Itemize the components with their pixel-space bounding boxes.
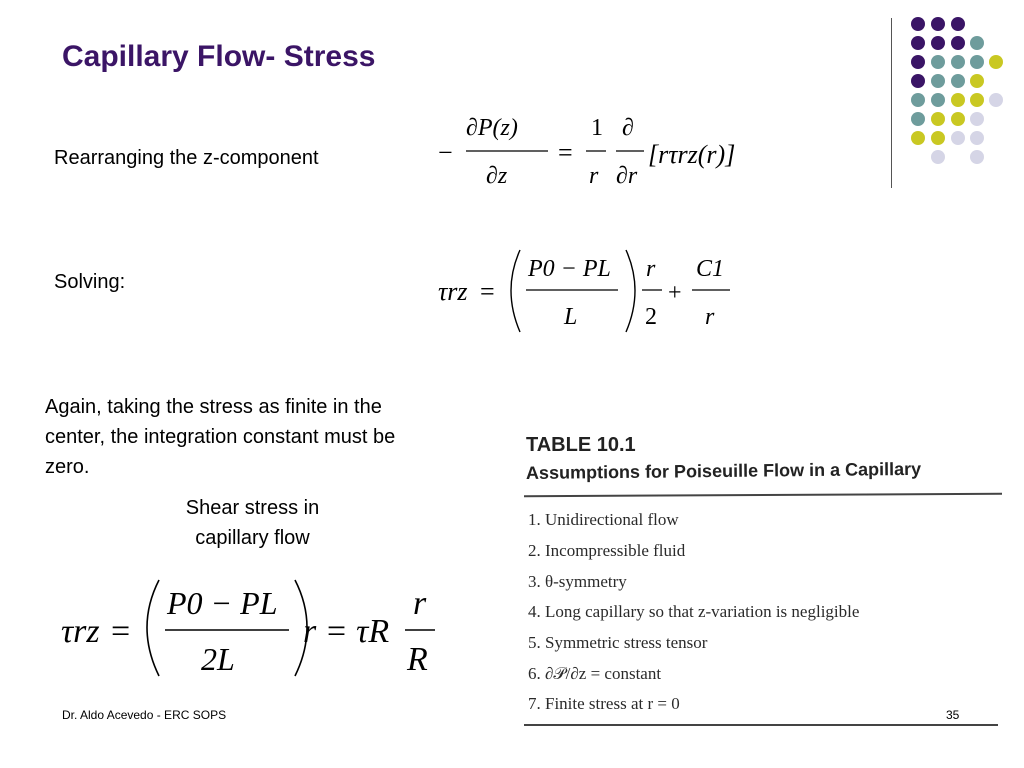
footer-author: Dr. Aldo Acevedo - ERC SOPS <box>62 708 227 722</box>
table-assumptions <box>522 428 1004 733</box>
paragraph-line: Again, taking the stress as finite in the <box>45 396 382 418</box>
dot <box>970 74 984 88</box>
eq2-den-2: 2 <box>645 304 657 330</box>
dot <box>931 93 945 107</box>
eq2-num: P0 − PL <box>528 256 611 282</box>
dot <box>911 131 925 145</box>
dot <box>911 17 925 31</box>
dot <box>931 131 945 145</box>
dot <box>951 55 965 69</box>
eq2-den: L <box>564 304 578 330</box>
eq2-plus: + <box>668 280 682 306</box>
dot <box>951 17 965 31</box>
eq2-num-r: r <box>646 256 656 282</box>
eq2-num-c: C1 <box>696 256 725 282</box>
table-rule-top <box>524 493 1002 498</box>
table-subheading: Assumptions for Poiseuille Flow in a Capillary <box>525 458 922 483</box>
eq2-den-r: r <box>705 304 715 330</box>
dot <box>970 131 984 145</box>
dot <box>951 36 965 50</box>
dot <box>970 150 984 164</box>
paragraph-line: center, the integration constant must be <box>45 426 396 448</box>
dot <box>931 55 945 69</box>
dot <box>931 74 945 88</box>
label-solving: Solving: <box>54 271 126 293</box>
divider-line <box>891 18 892 188</box>
eq1-den-dr: ∂r <box>616 163 638 189</box>
table-heading: TABLE 10.1 <box>526 434 636 456</box>
eq2-lhs: τrz <box>438 277 468 306</box>
dot <box>951 74 965 88</box>
paragraph-again <box>45 392 515 482</box>
dot <box>911 55 925 69</box>
eq1-den-left: ∂z <box>486 163 508 189</box>
table-item: 1. Unidirectional flow <box>528 510 679 529</box>
eq3-equals: = <box>111 613 131 650</box>
eq1-num-left: ∂P(z) <box>466 115 518 141</box>
dot <box>970 55 984 69</box>
equation-solution <box>430 240 750 340</box>
dot <box>970 36 984 50</box>
eq1-bracket: [rτrz(r)] <box>648 140 736 169</box>
eq3-num: P0 − PL <box>167 585 278 621</box>
table-item: 3. θ-symmetry <box>528 572 627 591</box>
dot <box>931 17 945 31</box>
caption-line: Shear stress in <box>185 497 320 519</box>
slide-title: Capillary Flow- Stress <box>62 40 376 73</box>
dot <box>931 112 945 126</box>
table-item: 2. Incompressible fluid <box>528 541 686 560</box>
dot <box>911 74 925 88</box>
table-item: 7. Finite stress at r = 0 <box>528 694 680 713</box>
page-number: 35 <box>946 708 960 722</box>
dot <box>970 93 984 107</box>
dot <box>951 112 965 126</box>
equation-shear-stress <box>55 572 455 682</box>
equation-z-component <box>430 105 770 195</box>
caption-line: capillary flow <box>195 527 310 549</box>
dot <box>911 36 925 50</box>
eq3-den-R: R <box>407 641 428 678</box>
caption-shear-stress <box>140 493 365 553</box>
eq1-num-d: ∂ <box>622 115 634 141</box>
label-rearranging: Rearranging the z-component <box>54 147 319 169</box>
dot <box>911 112 925 126</box>
dot <box>931 150 945 164</box>
dot <box>951 93 965 107</box>
eq3-mid: r = τR <box>303 613 390 650</box>
dot <box>911 93 925 107</box>
dot <box>989 93 1003 107</box>
table-item: 4. Long capillary so that z-variation is negligible <box>528 602 860 621</box>
eq1-minus: − <box>438 138 453 167</box>
dot <box>931 36 945 50</box>
eq3-num-r: r <box>413 585 427 622</box>
table-rule-bottom <box>524 724 998 726</box>
table-item: 6. ∂𝒫/∂z = constant <box>528 664 662 683</box>
dot <box>989 55 1003 69</box>
paragraph-line: zero. <box>45 456 90 478</box>
eq2-equals: = <box>480 277 495 306</box>
eq1-equals: = <box>558 138 573 167</box>
eq3-den: 2L <box>201 641 235 677</box>
eq3-lhs: τrz <box>61 613 100 650</box>
eq1-den-r: r <box>589 163 599 189</box>
table-item: 5. Symmetric stress tensor <box>528 633 708 652</box>
dot <box>951 131 965 145</box>
dot <box>970 112 984 126</box>
eq1-num-1: 1 <box>591 115 603 141</box>
